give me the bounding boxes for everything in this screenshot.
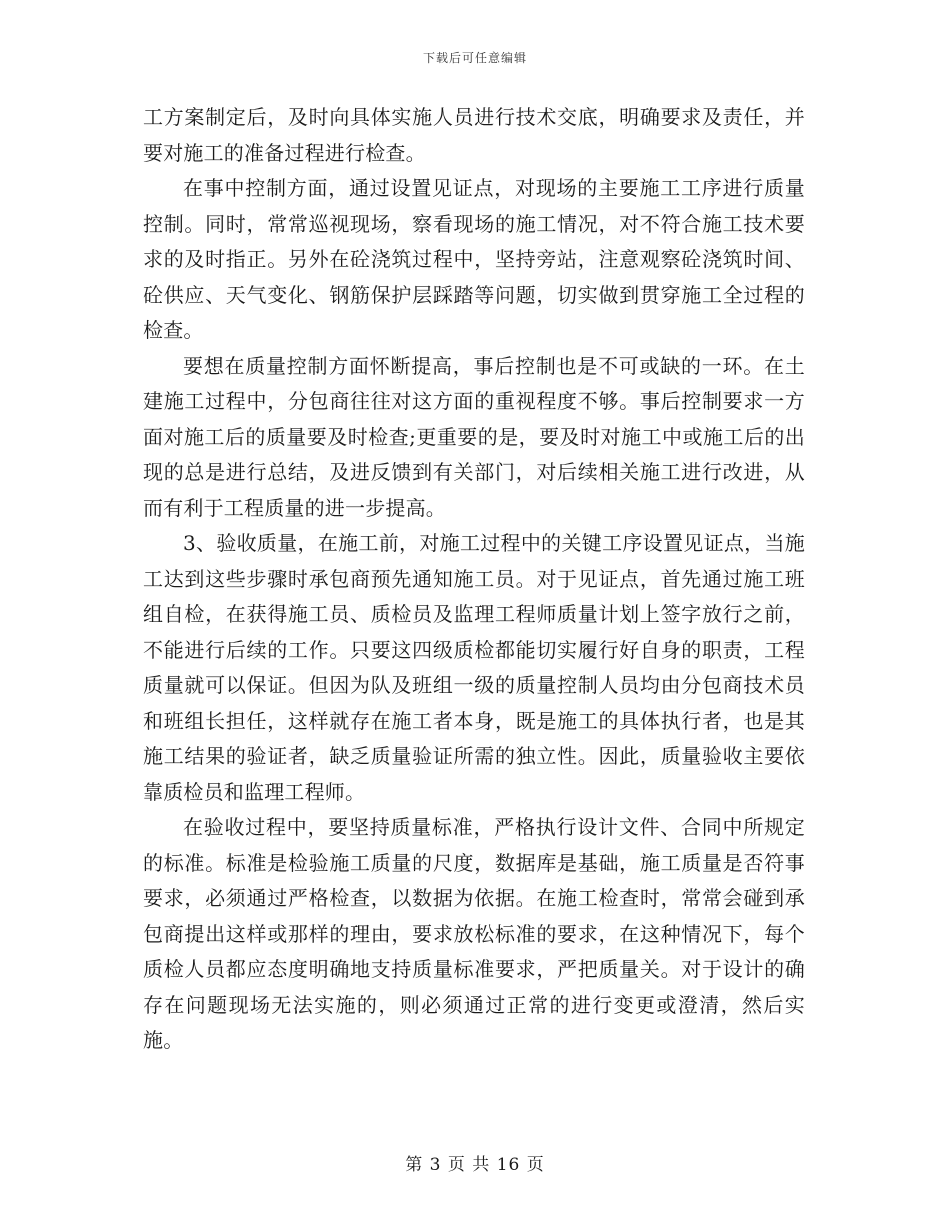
paragraph-3: 要想在质量控制方面怀断提高，事后控制也是不可或缺的一环。在土建施工过程中，分包商往往对这方面的重视程度不够。事后控制要求一方面对施工后的质量要及时检查;更重要的是，要及时对施工中或施工后的出现的总是进行总结，及进反馈到有关部门，对后续相关施工进行改进，从而有利于工程质量的进一步提高。 <box>143 353 805 520</box>
paragraph-4: 3、验收质量，在施工前，对施工过程中的关键工序设置见证点，当施工达到这些步骤时承包商预先通知施工员。对于见证点，首先通过施工班组自检，在获得施工员、质检员及监理工程师质量计划上签字放行之前，不能进行后续的工作。只要这四级质检都能切实履行好自身的职责，工程质量就可以保证。但因为队及班组一级的质量控制人员均由分包商技术员和班组长担任，这样就存在施工者本身，既是施工的具体执行者，也是其施工结果的验证者，缺乏质量验证所需的独立性。因此，质量验收主要依靠质检员和监理工程师。 <box>143 531 805 804</box>
paragraph-5: 在验收过程中，要坚持质量标准，严格执行设计文件、合同中所规定的标准。标准是检验施工质量的尺度，数据库是基础，施工质量是否符事要求，必须通过严格检查，以数据为依据。在施工检查时，常常会碰到承包商提出这样或那样的理由，要求放松标准的要求，在这种情况下，每个质检人员都应态度明确地支持质量标准要求，严把质量关。对于设计的确存在问题现场无法实施的，则必须通过正常的进行变更或澄清，然后实施。 <box>143 815 805 1052</box>
body-text <box>143 100 805 1059</box>
page-footer: 第 3 页 共 16 页 <box>405 1155 545 1175</box>
paragraph-1: 工方案制定后，及时向具体实施人员进行技术交底，明确要求及责任，并要对施工的准备过程进行检查。 <box>143 105 805 165</box>
page-header: 下载后可任意编辑 <box>422 51 527 65</box>
paragraph-2: 在事中控制方面，通过设置见证点，对现场的主要施工工序进行质量控制。同时，常常巡视现场，察看现场的施工情况，对不符合施工技术要求的及时指正。另外在砼浇筑过程中，坚持旁站，注意观察砼浇筑时间、砼供应、天气变化、钢筋保护层踩踏等问题，切实做到贯穿施工全过程的检查。 <box>143 176 805 342</box>
